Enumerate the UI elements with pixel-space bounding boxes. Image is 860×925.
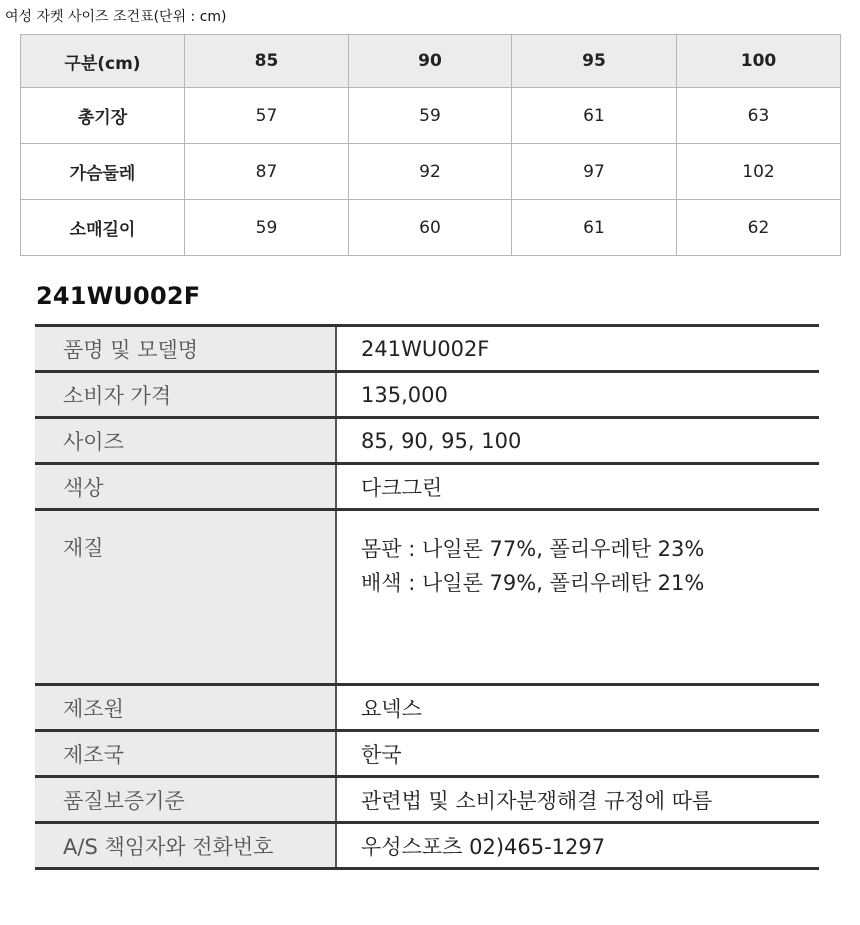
info-key: 재질: [35, 510, 336, 685]
info-row-color: [35, 464, 819, 510]
size-chart-row: [21, 200, 841, 256]
info-value: [336, 464, 819, 510]
info-row-country: [35, 731, 819, 777]
size-chart-cell: 59: [185, 200, 349, 256]
size-chart-row-label: 총기장: [21, 88, 185, 144]
info-key: 사이즈: [35, 418, 336, 464]
info-value-line: 우성스포츠 02)465-1297: [361, 834, 606, 859]
info-key: 품질보증기준: [35, 777, 336, 823]
info-key: 소비자 가격: [35, 372, 336, 418]
size-chart-header-cell: 95: [512, 35, 677, 88]
product-code-heading: 241WU002F: [36, 282, 201, 310]
info-value: [336, 823, 819, 869]
info-row-warranty: [35, 777, 819, 823]
info-value-line: 한국: [361, 742, 402, 767]
info-value-line: 관련법 및 소비자분쟁해결 규정에 따름: [361, 788, 713, 813]
info-value: [336, 510, 819, 685]
info-value: [336, 731, 819, 777]
size-chart-cell: 97: [512, 144, 677, 200]
size-chart-cell: 87: [185, 144, 349, 200]
info-row-price: [35, 372, 819, 418]
info-key: 제조원: [35, 685, 336, 731]
size-chart-row-label: 소매길이: [21, 200, 185, 256]
size-chart-row-label: 가슴둘레: [21, 144, 185, 200]
info-value: [336, 372, 819, 418]
size-chart-cell: 60: [349, 200, 512, 256]
info-row-size: [35, 418, 819, 464]
info-row-model: [35, 326, 819, 372]
info-value-line: 85, 90, 95, 100: [361, 428, 522, 453]
size-chart-header-cell: 90: [349, 35, 512, 88]
info-row-maker: [35, 685, 819, 731]
size-chart-cell: 62: [677, 200, 841, 256]
size-chart-cell: 61: [512, 200, 677, 256]
info-row-as-contact: [35, 823, 819, 869]
info-value: [336, 326, 819, 372]
size-chart-caption: 여성 자켓 사이즈 조건표(단위 : cm): [5, 9, 227, 25]
size-chart-row: [21, 88, 841, 144]
size-chart-header-cell: 구분(cm): [21, 35, 185, 88]
size-chart-cell: 102: [677, 144, 841, 200]
info-value-line: 배색 : 나일론 79%, 폴리우레탄 21%: [361, 571, 705, 595]
size-chart-header-cell: 100: [677, 35, 841, 88]
size-chart-header-row: [21, 35, 841, 88]
info-value: [336, 685, 819, 731]
info-key: 색상: [35, 464, 336, 510]
info-value-line: 241WU002F: [361, 336, 490, 361]
info-key: A/S 책임자와 전화번호: [35, 823, 336, 869]
info-value: [336, 418, 819, 464]
size-chart-cell: 59: [349, 88, 512, 144]
info-value-line: 다크그린: [361, 475, 443, 500]
size-chart-cell: 63: [677, 88, 841, 144]
info-value-line: 135,000: [361, 382, 448, 407]
size-chart-table: [20, 34, 841, 256]
size-chart-cell: 92: [349, 144, 512, 200]
size-chart-cell: 57: [185, 88, 349, 144]
info-key: 품명 및 모델명: [35, 326, 336, 372]
info-key: 제조국: [35, 731, 336, 777]
size-chart-row: [21, 144, 841, 200]
size-chart-header-cell: 85: [185, 35, 349, 88]
info-value: [336, 777, 819, 823]
info-value-line: 요넥스: [361, 696, 422, 721]
product-info-table: [35, 324, 819, 870]
info-value-line: 몸판 : 나일론 77%, 폴리우레탄 23%: [361, 537, 705, 561]
size-chart-cell: 61: [512, 88, 677, 144]
info-row-material: [35, 510, 819, 685]
